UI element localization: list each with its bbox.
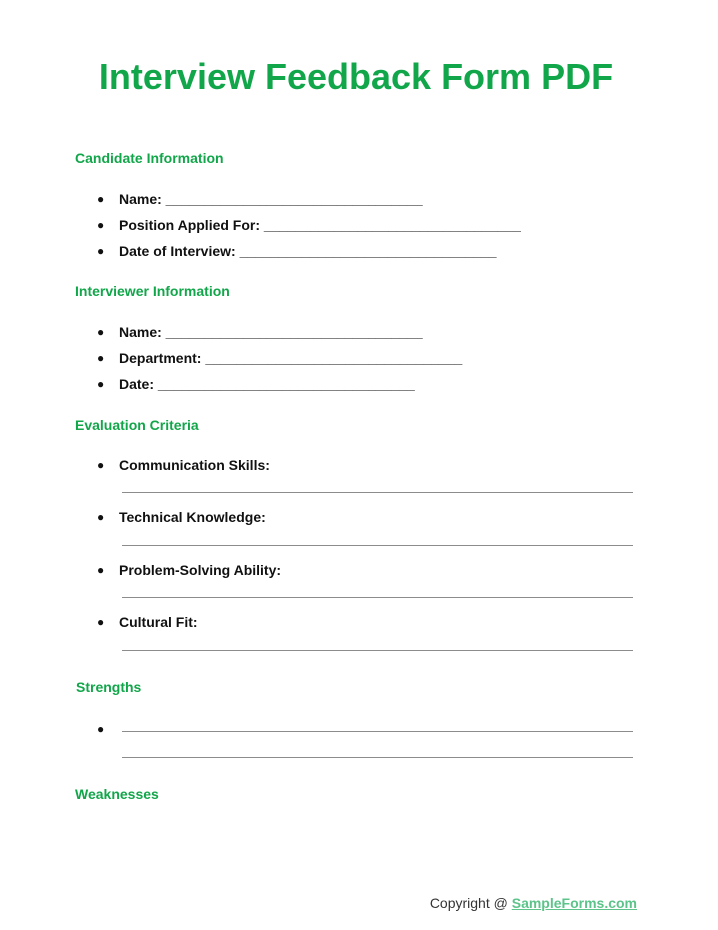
page-title: Interview Feedback Form PDF xyxy=(98,56,614,97)
copyright-text: Copyright @ xyxy=(429,895,512,911)
bullet-icon: ● xyxy=(97,192,105,206)
bullet-icon: ● xyxy=(97,722,105,736)
interviewer-date-field[interactable]: ● Date: _________________________________ xyxy=(97,376,415,392)
problem-solving-answer-line[interactable] xyxy=(122,597,633,598)
bullet-icon: ● xyxy=(97,351,105,365)
technical-knowledge-answer-line[interactable] xyxy=(122,545,633,546)
candidate-info-heading: Candidate Information xyxy=(75,150,224,166)
bullet-icon: ● xyxy=(97,244,105,258)
interviewer-department-field[interactable]: ● Department: _________________________________ xyxy=(97,350,463,366)
criterion-communication-skills: ● Communication Skills: xyxy=(97,457,270,473)
sampleforms-link[interactable]: SampleForms.com xyxy=(511,895,637,911)
bullet-icon: ● xyxy=(97,377,105,391)
copyright-footer xyxy=(430,894,637,912)
cultural-fit-answer-line[interactable] xyxy=(122,650,633,651)
communication-skills-answer-line[interactable] xyxy=(122,492,633,493)
strengths-answer-line-1[interactable] xyxy=(122,731,633,732)
bullet-icon: ● xyxy=(97,615,105,629)
candidate-position-field[interactable]: ● Position Applied For: _________________________________ xyxy=(97,217,521,233)
bullet-icon: ● xyxy=(97,563,105,577)
criterion-cultural-fit: ● Cultural Fit: xyxy=(97,614,198,630)
bullet-icon: ● xyxy=(97,510,105,524)
candidate-name-field[interactable]: ● Name: _________________________________ xyxy=(97,191,423,207)
criterion-problem-solving: ● Problem-Solving Ability: xyxy=(97,562,282,578)
weaknesses-heading: Weaknesses xyxy=(75,786,159,802)
bullet-icon: ● xyxy=(97,325,105,339)
bullet-icon: ● xyxy=(97,458,105,472)
bullet-icon: ● xyxy=(97,218,105,232)
criterion-technical-knowledge: ● Technical Knowledge: xyxy=(97,509,266,525)
candidate-interview-date-field[interactable]: ● Date of Interview: _________________________________ xyxy=(97,243,497,259)
evaluation-criteria-heading: Evaluation Criteria xyxy=(75,417,199,433)
interviewer-info-heading: Interviewer Information xyxy=(75,283,230,299)
strengths-heading: Strengths xyxy=(76,679,142,695)
interviewer-name-field[interactable]: ● Name: _________________________________ xyxy=(97,324,423,340)
strengths-answer-line-2[interactable] xyxy=(122,757,633,758)
